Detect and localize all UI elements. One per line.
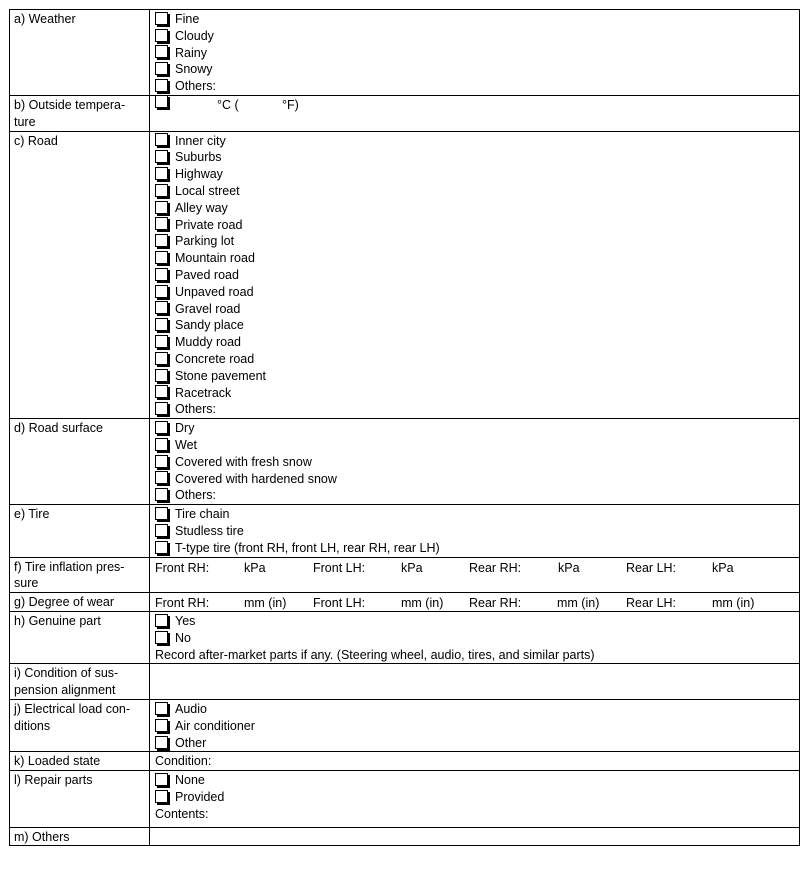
loaded-row — [10, 752, 800, 771]
checkbox-icon[interactable] — [155, 301, 168, 314]
checkbox-icon[interactable] — [155, 234, 168, 247]
road-surface-option[interactable]: Covered with fresh snow — [155, 454, 794, 471]
checkbox-icon[interactable] — [155, 541, 168, 554]
tire-option[interactable]: T-type tire (front RH, front LH, rear RH, rear LH) — [155, 540, 794, 557]
rear-rh-unit: kPa — [558, 560, 580, 575]
electrical-options — [150, 700, 800, 752]
road-surface-option[interactable]: Wet — [155, 437, 794, 454]
rear-lh-label: Rear LH: — [626, 596, 677, 611]
road-surface-row — [10, 419, 800, 505]
inflation-row — [10, 557, 800, 593]
checkbox-icon[interactable] — [155, 335, 168, 348]
weather-option-rainy[interactable]: Rainy — [155, 45, 794, 62]
alignment-label: i) Condition of sus- pension alignment — [10, 664, 150, 700]
repair-options — [150, 771, 800, 827]
tire-option[interactable]: Studless tire — [155, 523, 794, 540]
road-option[interactable]: Paved road — [155, 267, 794, 284]
road-option[interactable]: Others: — [155, 401, 794, 418]
weather-options — [150, 10, 800, 96]
checkbox-icon[interactable] — [155, 285, 168, 298]
checkbox-icon[interactable] — [155, 150, 168, 163]
tire-row — [10, 505, 800, 557]
weather-option-fine[interactable]: Fine — [155, 11, 794, 28]
front-rh-label: Front RH: — [155, 596, 210, 611]
checkbox-icon[interactable] — [155, 251, 168, 264]
front-rh-label: Front RH: — [155, 560, 210, 575]
rear-lh-unit: mm (in) — [712, 596, 755, 611]
loaded-label: k) Loaded state — [10, 752, 150, 771]
road-option[interactable]: Unpaved road — [155, 284, 794, 301]
road-option[interactable]: Suburbs — [155, 149, 794, 166]
checkbox-icon[interactable] — [155, 184, 168, 197]
checkbox-icon[interactable] — [155, 719, 168, 732]
electrical-option-ac[interactable]: Air conditioner — [155, 718, 794, 735]
road-option[interactable]: Local street — [155, 183, 794, 200]
electrical-option-other[interactable]: Other — [155, 735, 794, 752]
temperature-row — [10, 95, 800, 131]
repair-label: l) Repair parts — [10, 771, 150, 827]
temperature-label: b) Outside tempera- ture — [10, 95, 150, 131]
weather-row — [10, 10, 800, 96]
checkbox-icon[interactable] — [155, 614, 168, 627]
tire-option[interactable]: Tire chain — [155, 506, 794, 523]
genuine-option-yes[interactable]: Yes — [155, 613, 794, 630]
road-label: c) Road — [10, 131, 150, 419]
repair-option-none[interactable]: None — [155, 772, 794, 789]
road-option[interactable]: Parking lot — [155, 233, 794, 250]
road-option[interactable]: Highway — [155, 166, 794, 183]
checkbox-icon[interactable] — [155, 12, 168, 25]
checkbox-icon[interactable] — [155, 702, 168, 715]
contents-label: Contents: — [155, 806, 209, 821]
checkbox-icon[interactable] — [155, 133, 168, 146]
checkbox-icon[interactable] — [155, 507, 168, 520]
wear-label: g) Degree of wear — [10, 593, 150, 612]
genuine-label: h) Genuine part — [10, 612, 150, 664]
checkbox-icon[interactable] — [155, 524, 168, 537]
checkbox-icon[interactable] — [155, 167, 168, 180]
road-option[interactable]: Private road — [155, 217, 794, 234]
weather-option-snowy[interactable]: Snowy — [155, 61, 794, 78]
road-option[interactable]: Sandy place — [155, 317, 794, 334]
checkbox-icon[interactable] — [155, 217, 168, 230]
front-rh-unit: mm (in) — [244, 596, 287, 611]
others-label: m) Others — [10, 827, 150, 846]
alignment-row — [10, 664, 800, 700]
checkbox-icon[interactable] — [155, 471, 168, 484]
road-surface-option[interactable]: Others: — [155, 487, 794, 504]
road-surface-options — [150, 419, 800, 505]
road-surface-option[interactable]: Covered with hardened snow — [155, 471, 794, 488]
checkbox-icon[interactable] — [155, 385, 168, 398]
road-option[interactable]: Concrete road — [155, 351, 794, 368]
road-surface-option[interactable]: Dry — [155, 420, 794, 437]
checkbox-icon[interactable] — [155, 318, 168, 331]
tire-options — [150, 505, 800, 557]
weather-option-others[interactable]: Others: — [155, 78, 794, 95]
road-row — [10, 131, 800, 419]
road-option[interactable]: Alley way — [155, 200, 794, 217]
temperature-field — [150, 95, 800, 131]
electrical-option-audio[interactable]: Audio — [155, 701, 794, 718]
others-row — [10, 827, 800, 846]
front-lh-label: Front LH: — [313, 596, 366, 611]
road-surface-label: d) Road surface — [10, 419, 150, 505]
road-option[interactable]: Racetrack — [155, 385, 794, 402]
wear-row — [10, 593, 800, 612]
others-field[interactable] — [150, 827, 800, 846]
checkbox-icon[interactable] — [155, 773, 168, 786]
front-lh-unit: mm (in) — [401, 596, 444, 611]
rear-lh-unit: kPa — [712, 560, 734, 575]
repair-option-provided[interactable]: Provided — [155, 789, 794, 806]
rear-rh-label: Rear RH: — [469, 560, 522, 575]
wear-fields — [150, 593, 800, 612]
checkbox-icon[interactable] — [155, 455, 168, 468]
front-lh-unit: kPa — [401, 560, 423, 575]
checkbox-icon[interactable] — [155, 421, 168, 434]
aftermarket-note: Record after-market parts if any. (Steering wheel, audio, tires, and similar parts) — [155, 647, 595, 662]
rear-rh-label: Rear RH: — [469, 596, 522, 611]
road-option[interactable]: Mountain road — [155, 250, 794, 267]
road-options — [150, 131, 800, 419]
road-option[interactable]: Inner city — [155, 133, 794, 150]
condition-label: Condition: — [155, 754, 212, 769]
checkbox-icon[interactable] — [155, 268, 168, 281]
checkbox-icon[interactable] — [155, 79, 168, 92]
weather-label: a) Weather — [10, 10, 150, 96]
celsius-unit: °C ( — [217, 97, 239, 112]
checkbox-icon[interactable] — [155, 402, 168, 415]
tire-label: e) Tire — [10, 505, 150, 557]
road-option[interactable]: Stone pavement — [155, 368, 794, 385]
genuine-row — [10, 612, 800, 664]
checkbox-icon[interactable] — [155, 45, 168, 58]
checkbox-icon[interactable] — [155, 95, 168, 108]
road-option[interactable]: Muddy road — [155, 334, 794, 351]
checkbox-icon[interactable] — [155, 631, 168, 644]
weather-option-cloudy[interactable]: Cloudy — [155, 28, 794, 45]
rear-rh-unit: mm (in) — [557, 596, 600, 611]
inflation-label: f) Tire inflation pres- sure — [10, 557, 150, 593]
checkbox-icon[interactable] — [155, 62, 168, 75]
checkbox-icon[interactable] — [155, 736, 168, 749]
genuine-option-no[interactable]: No — [155, 630, 794, 647]
fahrenheit-unit: °F) — [282, 97, 299, 112]
loaded-field[interactable] — [150, 752, 800, 771]
checkbox-icon[interactable] — [155, 369, 168, 382]
alignment-field[interactable] — [150, 664, 800, 700]
checkbox-icon[interactable] — [155, 201, 168, 214]
vehicle-conditions-form — [9, 9, 800, 846]
electrical-row — [10, 700, 800, 752]
front-rh-unit: kPa — [244, 560, 266, 575]
electrical-label: j) Electrical load con- ditions — [10, 700, 150, 752]
checkbox-icon[interactable] — [155, 790, 168, 803]
inflation-fields — [150, 557, 800, 593]
genuine-options — [150, 612, 800, 664]
checkbox-icon[interactable] — [155, 29, 168, 42]
road-option[interactable]: Gravel road — [155, 301, 794, 318]
repair-row — [10, 771, 800, 827]
checkbox-icon[interactable] — [155, 352, 168, 365]
front-lh-label: Front LH: — [313, 560, 366, 575]
checkbox-icon[interactable] — [155, 438, 168, 451]
rear-lh-label: Rear LH: — [626, 560, 677, 575]
checkbox-icon[interactable] — [155, 488, 168, 501]
